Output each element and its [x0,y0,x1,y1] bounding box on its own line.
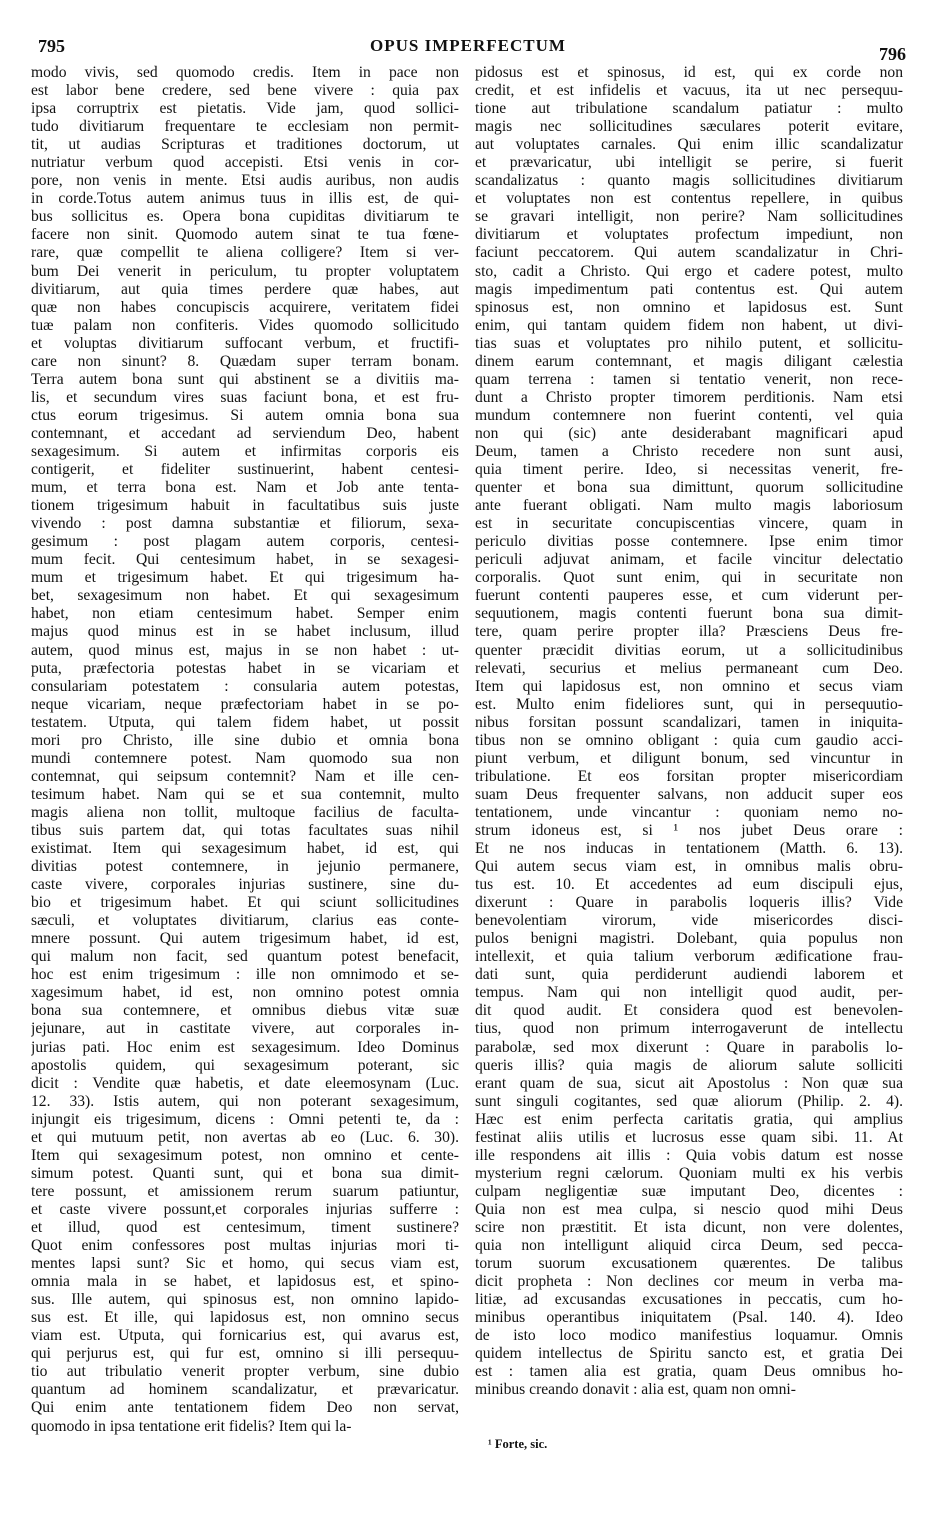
text-line: contemnant, et accedant ad serviendum Deo, habent [31,424,459,442]
text-line: habet, non etiam centesimum habet. Semper enim [31,605,459,623]
text-line: dicit : Vendite quæ habetis, et date eleemosynam (Luc. [31,1074,459,1092]
text-line: jejunare, aut in castitate vivere, aut corporales in- [31,1020,459,1038]
text-line: contemnat, qui seipsum contemnit? Nam et ille cen- [31,767,459,785]
text-line: Terra autem bona sunt qui abstinent se a divitiis ma- [31,370,459,388]
text-line: qui malum non facit, sed quantum potest benefacit, [31,948,459,966]
text-line: care non sinunt? 8. Quædam super terram bonam. [31,352,459,370]
text-line: litiæ, ad excusandas excusationes in peccatis, cum ho- [475,1291,903,1309]
text-line: minibus creando donavit : alia est, quam non omni- [475,1381,796,1399]
text-line: dixerunt : Quare in parabolis loqueris illis? Vide [475,894,903,912]
text-line: mori pro Christo, ille sine dubio et omnia bona [31,731,459,749]
text-line: spinosus est, non omnino et lapidosus est. Sunt [475,298,903,316]
text-line: queris illis? quia magis de aliorum salute solliciti [475,1056,903,1074]
text-line: se gravari intelligit, non perire? Nam sollicitudines [475,208,903,226]
text-line: magis impedimentum pati contentus est. Qui autem [475,280,903,298]
text-line: divitiarum, aut quia times perdere quæ habes, aut [31,280,459,298]
text-line: quenter præcidit divitias eorum, ut a sollicitudinibus [475,641,903,659]
text-line: piunt verbum, et diligunt bonum, sed vincuntur in [475,749,903,767]
text-line: corporalis. Quot sunt enim, qui in securitate non [475,569,903,587]
text-line: contigerit, et fideliter sustinuerint, habent centesi- [31,461,459,479]
text-line: Quia non est mea culpa, si nescio quod mihi Deus [475,1200,903,1218]
text-line: ante fuerant obligati. Nam multo magis laboriosum [475,497,903,515]
text-line: mum fecit. Qui centesimum habet, in se sexagesi- [31,551,459,569]
left-column [31,64,459,1436]
text-line: minibus operantibus iniquitatem (Psal. 140. 4). Ideo [475,1309,903,1327]
text-line: periculi adjuvat animam, et facile vincitur delectatio [475,551,903,569]
text-line: vivendo : post damna substantiæ et filiorum, sexa- [31,515,459,533]
text-line: injungit eis trigesimum, dicens : Omni petenti te, da : [31,1110,459,1128]
text-line: nutriatur verbum quod accepisti. Etsi venis in cor- [31,154,459,172]
text-line: sto, cadit a Christo. Qui ergo et cadere potest, multo [475,262,903,280]
text-line: mum, et terra bona est. Nam et Job ante tenta- [31,479,459,497]
text-line: torum suorum excusationem quærentes. De talibus [475,1255,903,1273]
text-line: relevati, securius et melius permaneant cum Deo. [475,659,903,677]
text-line: ille respondens ait illis : Quia vobis datum est nosse [475,1146,903,1164]
text-line: gesimum : post plagam autem corporis, centesi- [31,533,459,551]
text-line: mum et trigesimum habet. Et qui trigesimum ha- [31,569,459,587]
text-line: Qui autem secus viam est, in omnibus malis obru- [475,858,903,876]
text-line: simum potest. Quanti sunt, qui et bona sua dimit- [31,1164,459,1182]
text-line: quia non intelligunt aliquid circa Deum, sed pecca- [475,1237,903,1255]
text-line: pulos benigni magistri. Dolebant, quia populus non [475,930,903,948]
text-line: quam terrena : tamen si tentatio venerit, non rece- [475,370,903,388]
text-line: tuæ palam non confiteris. Vides quomodo sollicitudo [31,316,459,334]
text-line: consulariam potestatem : consularia autem potestas, [31,677,459,695]
text-line: tere possunt, et amissionem rerum suarum patiuntur, [31,1182,459,1200]
text-line: de isto loco modico manifestius loquamur. Omnis [475,1327,903,1345]
text-line: Et ne nos inducas in tentationem (Matth. 6. 13). [475,840,903,858]
text-line: bona sua contemnere, et omnibus diebus vitæ suæ [31,1002,459,1020]
text-line: tus est. 10. Et accedentes ad eum discipuli ejus, [475,876,903,894]
text-line: bus sollicitus es. Opera bona cupiditas divitiarum te [31,208,459,226]
text-line: tentationem, unde vincantur : quoniam nemo no- [475,803,903,821]
text-line: xagesimum habet, id est, non omnino potest omnia [31,984,459,1002]
text-line: qui perjurus est, qui fur est, omnino si illi persequu- [31,1345,459,1363]
text-line: culpam negligentiæ suæ imputant Deo, dicentes : [475,1182,903,1200]
text-line: bio et trigesimum habet. Et qui sciunt sollicitudines [31,894,459,912]
text-line: enim, qui tantam quidem fidem non habent, ut divi- [475,316,903,334]
text-line: quantum ad hominem scandalizatur, et prævaricatur. [31,1381,459,1399]
page-header [28,36,908,66]
text-line: magis aliena non tollit, multoque facilius de faculta- [31,803,459,821]
text-line: sexagesimum. Si autem et infirmitas corporis eis [31,442,459,460]
text-line: tempus. Nam qui non intelligit quod audit, per- [475,984,903,1002]
text-line: mundi contemnere potest. Nam quomodo sua non [31,749,459,767]
text-line: magis nec sollicitudines sæculares poterit evitare, [475,118,903,136]
text-line: tio aut tribulatio venerit propter verbum, sine dubio [31,1363,459,1381]
text-line: et voluptates non est contentus repellere, in quibus [475,190,903,208]
text-line: ipsa corruptrix est pietatis. Vide jam, quod sollici- [31,100,459,118]
page-number-left: 795 [38,36,65,56]
right-column [475,64,903,1399]
text-line: sequutionem, magis contenti fuerunt bona sua dimit- [475,605,903,623]
text-line: 12. 33). Istis autem, qui non poterant sexagesimum, [31,1092,459,1110]
text-line: majus quod minus est in se habet inclusum, illud [31,623,459,641]
text-line: caste vivere, corporales injurias sustinere, sine du- [31,876,459,894]
text-line: ctus eorum trigesimus. Si autem omnia bona sua [31,406,459,424]
text-line: Quot enim confessores post multas injurias mori ti- [31,1237,459,1255]
text-line: non qui (sic) ante desiderabant magnificari apud [475,424,903,442]
text-line: rare, quæ compellit te aliena colligere? Item si ver- [31,244,459,262]
text-line: quomodo in ipsa tentatione erit fidelis? Item qui la- [31,1417,352,1435]
text-line: tribulatione. Et eos forsitan propter misericordiam [475,767,903,785]
text-line: quenter et bona sua dimittunt, quorum sollicitudine [475,479,903,497]
text-line: tibus non se omnino obligant : quia cum gaudio acci- [475,731,903,749]
text-line: tias suas et voluptates pro nihilo putent, et sollicitu- [475,334,903,352]
text-line: aut voluptates carnales. Qui enim illic scandalizatur [475,136,903,154]
text-line: benevolentiam virorum, vide misericordes disci- [475,912,903,930]
text-line: divitiarum et voluptates profectum impediunt, non [475,226,903,244]
text-line: quæ non habes concupiscis acquirere, veritatem fidei [31,298,459,316]
text-line: Deum, tamen a Christo recedere non sunt ausi, [475,442,903,460]
text-line: faciunt peccatorem. Qui autem scandalizatur in Chri- [475,244,903,262]
text-line: scandalizatus : quanto magis sollicitudines divitiarum [475,172,903,190]
text-line: dunt a Christo propter timorem perditionis. Nam etsi [475,388,903,406]
text-line: tudo divitiarum frequentare te ecclesiam non permit- [31,118,459,136]
text-line: sus est. Et ille, qui lapidosus est, non omnino secus [31,1309,459,1327]
text-line: est. Multo enim fideliores sunt, qui in persequutio- [475,695,903,713]
text-line: tionem trigesimum habuit in facultatibus suis juste [31,497,459,515]
text-line: est labor bene credere, sed bene vivere : quia pax [31,82,459,100]
text-line: sunt singuli cogitantes, sed quæ aliorum (Philip. 2. 4). [475,1092,903,1110]
text-line: tesimum habet. Nam qui se et sua contemnit, multo [31,785,459,803]
text-line: bum Dei venerit in periculum, tu propter voluptatem [31,262,459,280]
text-line: Item qui lapidosus est, non omnino et secus viam [475,677,903,695]
text-line: est : tamen alia est gratia, quam Deus omnibus ho- [475,1363,903,1381]
text-line: pidosus est et spinosus, id est, qui ex corde non [475,64,903,81]
text-line: mentes lapsi sunt? Sic et homo, qui secus viam est, [31,1255,459,1273]
page-number-right: 796 [879,44,906,64]
text-line: et qui mutuum petit, non avertas ab eo (Luc. 6. 30). [31,1128,459,1146]
text-line: parabolæ, sed mox dixerunt : Quare in parabolis lo- [475,1038,903,1056]
text-line: mysterium regni cælorum. Quoniam multi ex his verbis [475,1164,903,1182]
text-line: apostolis quidem, qui sexagesimum poterant, sic [31,1056,459,1074]
text-line: pore, non venis in mente. Etsi audis auribus, non audis [31,172,459,190]
text-line: tit, ut audias Scripturas et traditiones doctorum, ut [31,136,459,154]
text-line: testatem. Utputa, qui talem fidem habet, ut possit [31,713,459,731]
text-line: fuerunt contenti pauperes esse, et cum viderunt per- [475,587,903,605]
text-line: omnia mala in se habet, et lapidosus est, et spino- [31,1273,459,1291]
text-line: et voluptas divitiarum suffocant verbum, et fructifi- [31,334,459,352]
text-line: existimat. Item qui sexagesimum habet, id est, qui [31,840,459,858]
text-line: erant quam de sua, sicut ait Apostolus : Non quæ sua [475,1074,903,1092]
text-line: scire non præstitit. Et ista dicunt, non vere dolentes, [475,1219,903,1236]
text-line: sus. Ille autem, qui spinosus est, non omnino lapido- [31,1291,459,1309]
text-line: dinem earum contemnant, et magis diligant cælestia [475,352,903,370]
text-line: tione aut tribulatione scandalum patiatur : multo [475,100,903,118]
text-line: mundum contemnere non fuerint contenti, vel quia [475,406,903,424]
text-line: tere, quam perire propter illa? Præsciens Deus fre- [475,623,903,641]
text-line: dicit propheta : Non declines cor meum in verba ma- [475,1273,903,1291]
text-line: quidem intellectus de Spiritu sancto est, et gratia Dei [475,1345,903,1363]
text-line: festinat aliis utilis et lucrosus esse quam sibi. 11. At [475,1128,903,1146]
text-line: hoc est enim trigesimum : ille non omnimodo et se- [31,966,459,984]
text-line: mnere possunt. Qui autem trigesimum habet, id est, [31,930,459,948]
text-line: sæculi, et voluptates divitiarum, clarius eas conte- [31,912,459,930]
text-line: Qui enim ante tentationem fidem Deo non servat, [31,1399,459,1417]
running-title: OPUS IMPERFECTUM [370,36,566,55]
text-line: tibus suis partem dat, qui totas facultates suas nihil [31,821,459,839]
text-line: suam Deus frequenter salvans, non adducit super eos [475,785,903,803]
text-line: autem, quod minus est, majus in se non habet : ut- [31,641,459,659]
text-line: strum idoneus est, si ¹ nos jubet Deus orare : [475,821,903,839]
text-line: bet, sexagesimum non habet. Et qui sexagesimum [31,587,459,605]
text-line: et caste vivere possunt,et corporales injurias sufferre : [31,1200,459,1218]
text-line: et prævaricatur, ubi intelligit se perire, si fuerit [475,154,903,172]
text-line: divitias potest contemnere, in jejunio permanere, [31,858,459,876]
text-line: facere non sinit. Quomodo autem sinat te tua fœne- [31,226,459,244]
text-line: tius, quod non primum interrogaverunt de intellectu [475,1020,903,1038]
text-line: jurias pati. Hoc enim est sexagesimum. Ideo Dominus [31,1038,459,1056]
text-line: puta, præfectoria potestas habet in se vicariam et [31,659,459,677]
text-line: dati sunt, quia perdiderunt audiendi laborem et [475,966,903,984]
text-line: quia timent perire. Ideo, si necessitas venerit, fre- [475,461,903,479]
text-line: nibus forsitan possunt scandalizari, tamen in iniquita- [475,713,903,731]
text-line: est in securitate concupiscentias vincere, quam in [475,515,903,533]
text-line: periculo divitias posse contemnere. Ipse enim timor [475,533,903,551]
text-line: in corde.Totus autem animus tuus in illis est, de qui- [31,190,459,208]
text-line: neque vicariam, neque præfectoriam habet in se po- [31,695,459,713]
text-line: credit, et est infidelis et vacuus, ita ut nec persequu- [475,82,903,100]
text-line: lis, et secundum vires suas faciunt bona, et est fru- [31,388,459,406]
footnote: ¹ Forte, sic. [488,1437,548,1451]
text-line: Item qui sexagesimum potest, non omnino et cente- [31,1146,459,1164]
text-line: modo vivis, sed quomodo credis. Item in pace non [31,64,459,81]
text-line: et illud, quod est centesimum, timent sustinere? [31,1219,459,1236]
text-line: Hæc est enim perfecta caritatis gratia, qui amplius [475,1110,903,1128]
text-line: intellexit, et quia talium verborum ædificatione frau- [475,948,903,966]
text-line: viam est. Utputa, qui fornicarius est, qui avarus est, [31,1327,459,1345]
text-line: dit quod audit. Et considera quod est benevolen- [475,1002,903,1020]
